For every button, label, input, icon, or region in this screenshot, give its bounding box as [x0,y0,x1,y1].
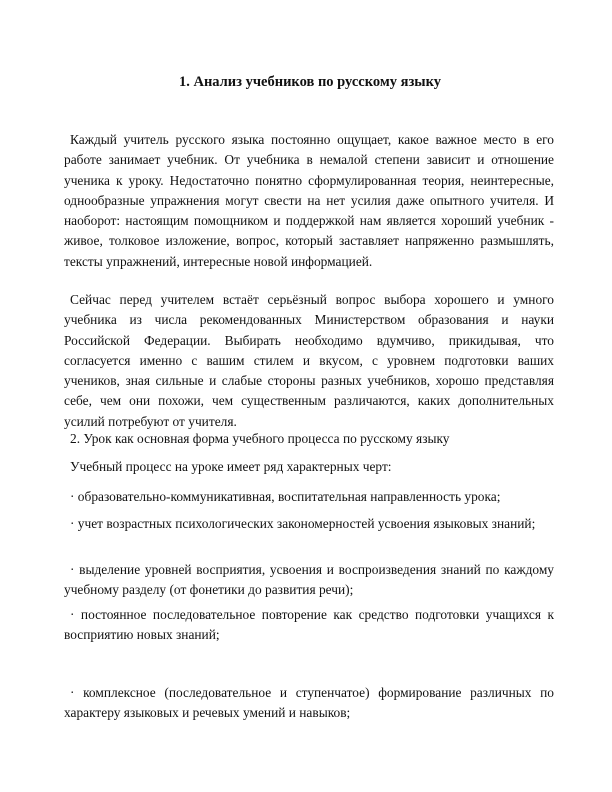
section-2-heading: 2. Урок как основная форма учебного процесса по русскому языку [70,431,450,446]
paragraph-textbook-importance: Каждый учитель русского языка постоянно ощущает, какое важное место в его работе занимает учебник. От учебника в немалой степени зависит и отношение ученика к уроку. Недостаточно понятно сформулированная теория, неинтересные, однообразные упражнения могут свести на нет усилия даже опытного учителя. И наоборот: настоящим помощником и поддержкой нам является хороший учебник - живое, толковое изложение, вопрос, который заставляет напряженно размышлять, тексты упражнений, интересные новой информацией. [64,132,554,269]
paragraph-lesson-features-intro: Учебный процесс на уроке имеет ряд характерных черт: [70,459,392,474]
paragraph-textbook-choice: Сейчас перед учителем встаёт серьёзный вопрос выбора хорошего и умного учебника из числа рекомендованных Министерством образования и науки Российской Федерации. Выбирать необходимо вдумчиво, прикидывая, что согласуется именно с вашим стилем и вкусом, с уровнем подготовки ваших учеников, зная сильные и слабые стороны разных учебников, хорошо представляя себе, чем они похожи, чем существенным различаются, каких дополнительных усилий потребуют от учителя. [64,292,554,429]
list-item: · образовательно-коммуникативная, воспитательная направленность урока; [70,489,501,504]
list-item: · выделение уровней восприятия, усвоения и воспроизведения знаний по каждому учебному разделу (от фонетики до развития речи); [64,562,554,598]
list-item: · учет возрастных психологических закономерностей усвоения языковых знаний; [70,516,536,531]
list-item: · постоянное последовательное повторение как средство подготовки учащихся к восприятию новых знаний; [64,607,554,643]
list-item: · комплексное (последовательное и ступенчатое) формирование различных по характеру языковых и речевых умений и навыков; [64,685,554,721]
section-1-title: 1. Анализ учебников по русскому языку [178,74,442,90]
